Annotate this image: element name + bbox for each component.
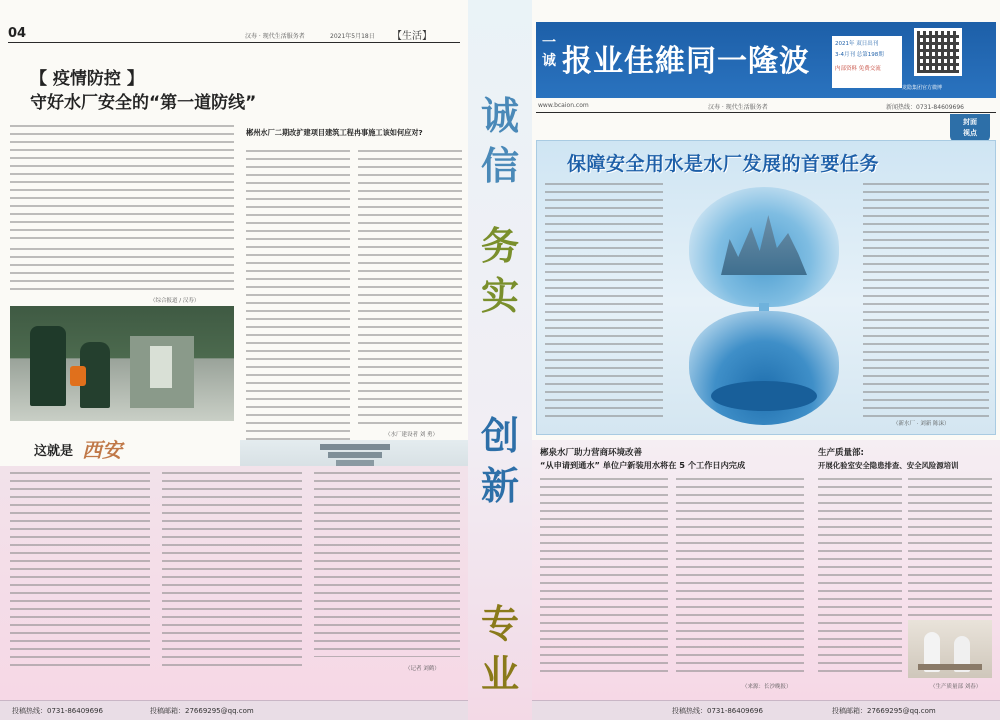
article3-title-line2: 开展化验室安全隐患排查、安全风险源培训: [818, 461, 959, 470]
masthead-meta-line1: 2021年 双日出刊: [835, 41, 879, 47]
cover-byline: （新水厂 · 刘新 陈沫）: [893, 421, 950, 427]
spine-char-wu: 务: [480, 223, 519, 268]
spine-char-chuang: 创: [480, 413, 519, 458]
masthead-title: 报业佳維同一隆波: [562, 44, 810, 79]
masthead-meta-line2: 3-4月刊 总第198期: [835, 52, 884, 58]
bottom-col-2: [162, 472, 302, 672]
page-number: 04: [8, 26, 27, 41]
strip-center: 汉寿 · 现代生活服务者: [708, 104, 768, 111]
feature-title: 这就是: [34, 444, 74, 459]
hotline: 新闻热线：0731-84609696: [886, 104, 964, 111]
left-footer-hotline: 投稿热线：0731-86409696: [12, 707, 103, 715]
headline-title: 守好水厂安全的“第一道防线”: [30, 93, 257, 113]
bottom-col-3: [314, 472, 460, 657]
left-newspaper-page: [0, 0, 468, 720]
article3-title-line1: 生产质量部:: [818, 448, 864, 458]
right-newspaper-page: [532, 0, 1000, 720]
cover-col-2: [863, 183, 989, 418]
disinfection-photo: [10, 306, 234, 421]
left-article-text-2: [10, 248, 234, 296]
article2-title-line1: 郴泉水厂助力营商环境改善: [540, 448, 643, 458]
sidebar-tag-line2: 视点: [963, 129, 977, 137]
left-article-caption: （综合报道 / 汉寿）: [150, 298, 200, 304]
spine-char-xin2: 新: [480, 463, 519, 508]
cover-title: 保障安全用水是水厂发展的首要任务: [567, 153, 880, 175]
right-footer: [532, 700, 1000, 720]
bottom-col-1: [10, 472, 150, 672]
website: www.bcaion.com: [538, 102, 589, 109]
article2-col-1: [540, 478, 668, 678]
page-date: 2021年5月18日: [330, 33, 375, 40]
feature-title-script: 西安: [82, 438, 122, 462]
right-footer-hotline: 投稿热线：0731-86409696: [672, 707, 763, 715]
right-header-rule: [536, 112, 996, 113]
cover-story-panel: [536, 140, 996, 435]
bottom-band-caption: （记者 刘鹤）: [405, 666, 440, 672]
masthead-meta: [832, 36, 902, 88]
left-footer-email: 投稿邮箱：27669295@qq.com: [150, 707, 254, 715]
qr-caption: 龙隐集团官方微博: [902, 85, 943, 91]
spine-char-shi: 实: [480, 273, 519, 318]
left-article-text: [10, 125, 234, 245]
page-masthead-small: 汉寿 · 现代生活服务者: [245, 33, 305, 40]
lab-staff-photo: [908, 620, 992, 678]
article2-byline: （来源：长沙晚报）: [742, 684, 792, 690]
article2-col-2: [676, 478, 804, 678]
sidebar-tag: [950, 114, 990, 142]
slogan-spine: [468, 0, 532, 720]
article3-col-1: [818, 478, 902, 678]
spine-char-ye: 业: [480, 651, 519, 696]
qr-code: [914, 28, 962, 76]
masthead-meta-line3: 内部资料 免费交流: [835, 66, 881, 72]
left-footer: [0, 700, 468, 720]
masthead-banner: [536, 22, 996, 98]
center-article-col-1: [246, 150, 350, 440]
sidebar-tag-line1: 封面: [963, 118, 977, 126]
right-footer-email: 投稿邮箱：27669295@qq.com: [832, 707, 936, 715]
section-label: 【生活】: [392, 31, 432, 42]
cover-col-1: [545, 183, 663, 423]
spine-char-xin: 信: [480, 143, 519, 188]
article3-byline: （生产质量部 刘春）: [930, 684, 982, 690]
hourglass-illustration: [671, 185, 857, 429]
center-article-title: 郴州水厂二期改扩建项目建筑工程冉事施工该如何应对?: [246, 128, 423, 137]
masthead-prefix: 一诚: [542, 35, 556, 69]
article2-title-line2: “从申请到通水” 单位户新装用水将在 5 个工作日内完成: [540, 460, 746, 470]
header-rule: [8, 42, 460, 43]
spine-char-cheng: 诚: [480, 93, 519, 138]
center-article-byline: （水厂建设者 刘 勇）: [385, 432, 438, 438]
spine-char-zhuan: 专: [480, 601, 519, 646]
article3-col-2: [908, 478, 992, 618]
headline-tag: 【 疫情防控 】: [30, 69, 144, 89]
center-article-col-2: [358, 150, 462, 425]
